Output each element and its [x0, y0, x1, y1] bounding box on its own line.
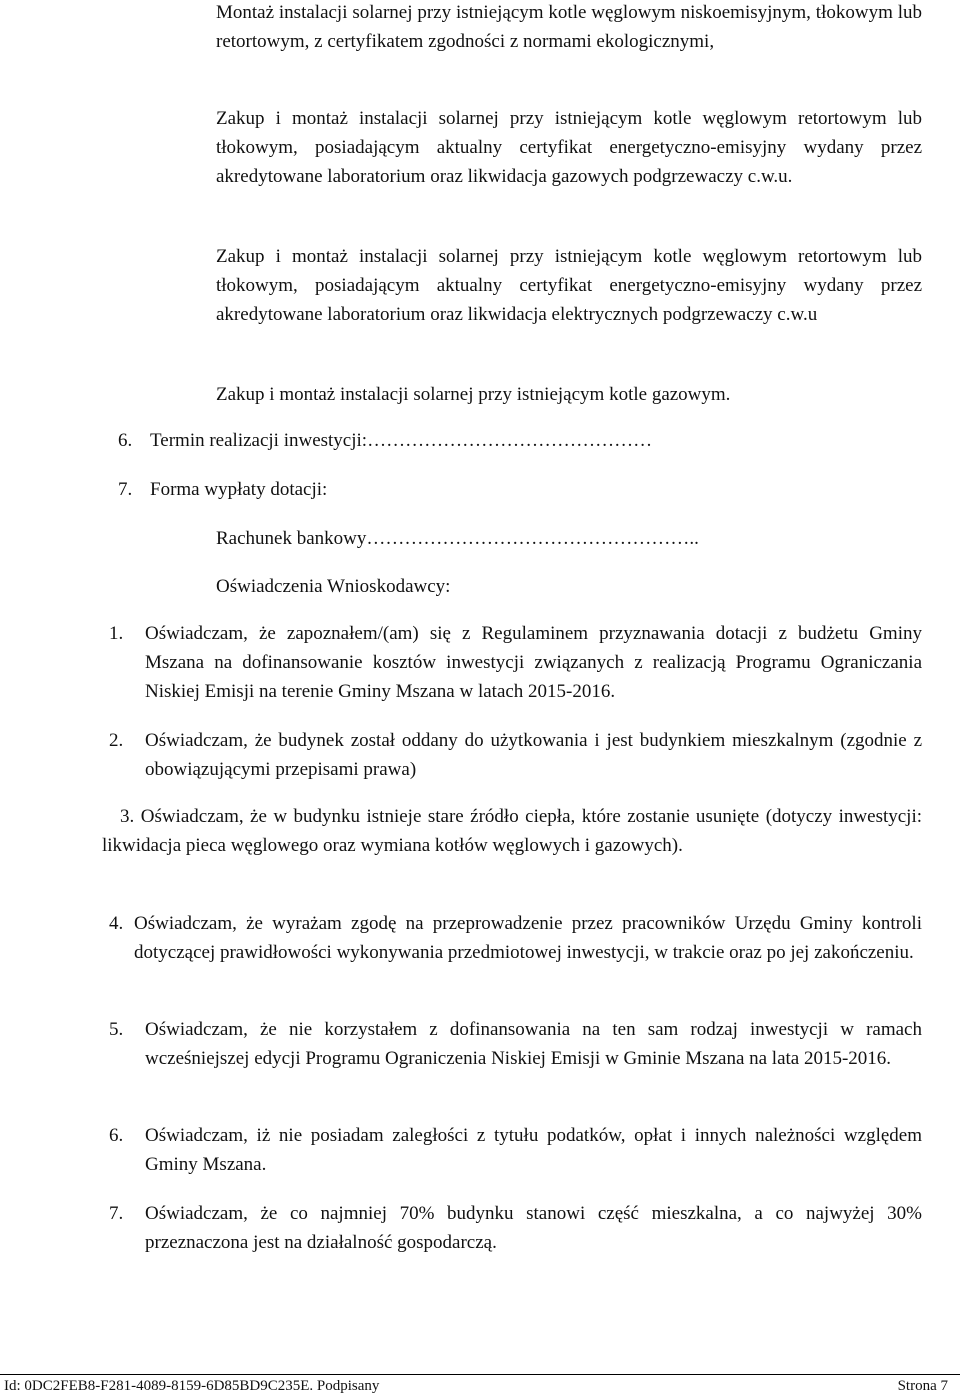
declaration-4-text: Oświadczam, że wyrażam zgodę na przeprowadzenie przez pracowników Urzędu Gminy kontroli dotyczącej prawidłowości wykonywania przedmiotowej inwestycji, w trakcie oraz po jej zakończeniu.	[134, 913, 922, 963]
investment-deadline-field: Termin realizacji inwestycji:………………………………………	[150, 430, 653, 451]
option-solar-coal-electric-heaters: Zakup i montaż instalacji solarnej przy istniejącym kotle węglowym retortowym lub tłokowym, posiadającym aktualny certyfikat energetyczno-emisyjny wydany przez akredytowane laboratorium oraz likwidacja elektrycznych podgrzewaczy c.w.u	[216, 246, 922, 325]
declaration-7-text: Oświadczam, że co najmniej 70% budynku stanowi część mieszkalna, a co najwyżej 30% przeznaczona jest na działalność gospodarczą.	[145, 1203, 922, 1253]
declaration-4-number: 4.	[109, 913, 124, 934]
option-solar-gas-boiler: Zakup i montaż instalacji solarnej przy istniejącym kotle gazowym.	[216, 384, 731, 405]
declarations-heading: Oświadczenia Wnioskodawcy:	[216, 576, 451, 597]
declaration-7-number: 7.	[109, 1203, 124, 1224]
bank-account-field: Rachunek bankowy……………………………………………..	[216, 528, 699, 549]
declaration-5-number: 5.	[109, 1019, 124, 1040]
section-6-number: 6.	[118, 430, 133, 451]
declaration-1-text: Oświadczam, że zapoznałem/(am) się z Regulaminem przyznawania dotacji z budżetu Gminy Mszana na dofinansowanie kosztów inwestycji związanych z realizacją Programu Ograniczania Niskiej Emisji na terenie Gminy Mszana w latach 2015-2016.	[145, 623, 922, 702]
option-solar-lowemission-coal: Montaż instalacji solarnej przy istniejącym kotle węglowym niskoemisyjnym, tłokowym lub retortowym, z certyfikatem zgodności z normami ekologicznymi,	[216, 2, 922, 52]
option-solar-coal-gas-heaters: Zakup i montaż instalacji solarnej przy istniejącym kotle węglowym retortowym lub tłokowym, posiadającym aktualny certyfikat energetyczno-emisyjny wydany przez akredytowane laboratorium oraz likwidacja gazowych podgrzewaczy c.w.u.	[216, 108, 922, 187]
declaration-3-body: Oświadczam, że w budynku istnieje stare źródło ciepła, które zostanie usunięte (dotyczy inwestycji: likwidacja pieca węglowego oraz wymiana kotłów węglowych i gazowych).	[102, 806, 923, 856]
page-number: Strona 7	[897, 1378, 948, 1394]
declaration-3-number: 3.	[120, 806, 135, 827]
declaration-3-text	[102, 802, 922, 860]
declaration-6-number: 6.	[109, 1125, 124, 1146]
declaration-2-number: 2.	[109, 730, 124, 751]
declaration-5-text: Oświadczam, że nie korzystałem z dofinansowania na ten sam rodzaj inwestycji w ramach wcześniejszej edycji Programu Ograniczenia Niskiej Emisji w Gminie Mszana na lata 2015-2016.	[145, 1019, 922, 1069]
declaration-6-text: Oświadczam, iż nie posiadam zaległości z tytułu podatków, opłat i innych należności względem Gminy Mszana.	[145, 1125, 922, 1175]
section-7-number: 7.	[118, 479, 133, 500]
footer-divider	[0, 1374, 960, 1375]
document-id-signature: Id: 0DC2FEB8-F281-4089-8159-6D85BD9C235E. Podpisany	[4, 1378, 380, 1394]
payment-form-label: Forma wypłaty dotacji:	[150, 479, 328, 500]
declaration-2-text: Oświadczam, że budynek został oddany do użytkowania i jest budynkiem mieszkalnym (zgodnie z obowiązującymi przepisami prawa)	[145, 730, 922, 780]
declaration-1-number: 1.	[109, 623, 124, 644]
